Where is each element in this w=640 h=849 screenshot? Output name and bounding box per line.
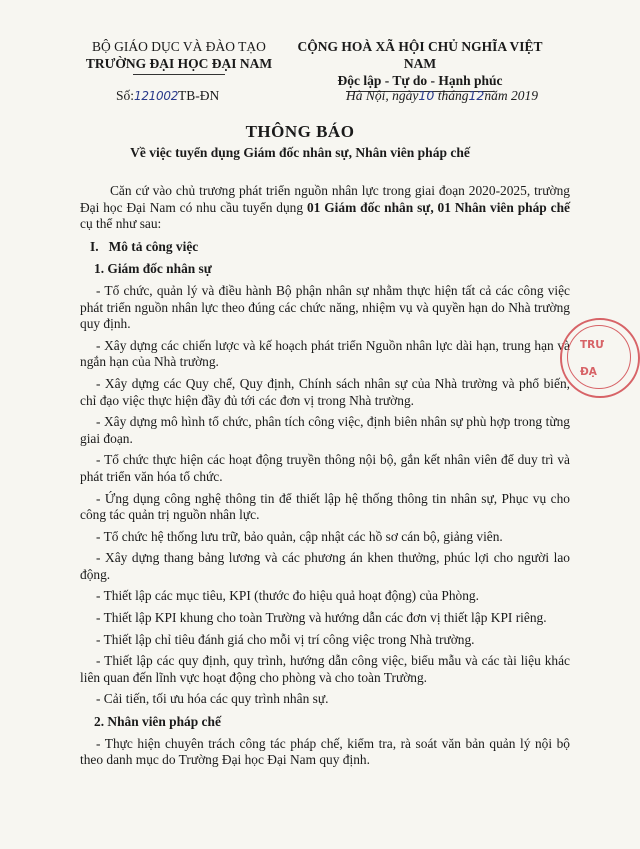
docno-suffix: TB-ĐN [178,88,220,103]
list-item: - Thiết lập các mục tiêu, KPI (thước đo hiệu quả hoạt động) của Phòng. [96,588,479,604]
intro-paragraph [80,183,570,233]
subsection-number: 1. [94,261,105,277]
date-month-label: tháng [437,88,469,103]
issuer-underline [133,74,225,75]
list-item: - Xây dựng các chiến lược và kế hoạch phát triển Nguồn nhân lực dài hạn, trung hạn và ngắn hạn của Nhà trường. [80,337,570,370]
document-subtitle: Về việc tuyển dụng Giám đốc nhân sự, Nhân viên pháp chế [130,145,470,160]
list-item: - Cải tiến, tối ưu hóa các quy trình nhân sự. [96,691,329,707]
stamp-text-1: TRƯ [580,339,605,351]
ministry-name: BỘ GIÁO DỤC VÀ ĐÀO TẠO [92,39,266,54]
list-item: - Thiết lập KPI khung cho toàn Trường và hướng dẫn các đơn vị thiết lập KPI riêng. [96,610,547,626]
issuer-block [84,38,274,75]
list-item: - Thực hiện chuyên trách công tác pháp chế, kiểm tra, rà soát văn bản quản lý nội bộ theo danh mục do Trường Đại học Đại Nam quy định. [80,735,570,768]
national-heading [282,38,558,92]
subsection-heading-1 [94,261,570,278]
subsection-heading-2 [94,714,570,731]
docno-prefix: Số: [116,88,135,103]
list-item: - Xây dựng mô hình tổ chức, phân tích công việc, định biên nhân sự phù hợp trong từng giai đoạn. [80,414,570,446]
red-seal-stamp [560,318,640,398]
document-body [80,183,570,769]
list-item: - Tổ chức, quản lý và điều hành Bộ phận nhân sự nhằm thực hiện tất cả các công việc phát triển nguồn nhân lực theo đúng các chức năng, nhiệm vụ và quyền hạn do Nhà trường quy định. [80,282,570,332]
intro-text: Căn cứ vào chủ trương phát triển nguồn nhân lực trong giai đoạn 2020-2025, trường Đại học Đại Nam có nhu cầu tuyển dụng [80,183,570,215]
section-number: I. [90,238,99,254]
date-place: Hà Nội, ngày [346,88,419,103]
school-name: TRƯỜNG ĐẠI HỌC ĐẠI NAM [85,56,273,71]
date-month: 12 [468,88,485,103]
nation-name: CỘNG HOÀ XÃ HỘI CHỦ NGHĨA VIỆT NAM [297,39,543,71]
list-item: - Thiết lập chỉ tiêu đánh giá cho mỗi vị trí công việc trong Nhà trường. [96,631,475,647]
date-day: 10 [418,88,435,103]
document-title: THÔNG BÁO [245,122,355,141]
list-item: - Thiết lập các quy định, quy trình, hướng dẫn công việc, biểu mẫu và các tài liệu khác liên quan đến lĩnh vực hoạt động cho phòng và cho toàn Trường. [80,653,570,685]
intro-positions: 01 Giám đốc nhân sự, 01 Nhân viên pháp chế [306,199,570,215]
stamp-inner-ring [567,325,631,389]
list-item: - Tổ chức thực hiện các hoạt động truyền thông nội bộ, gắn kết nhân viên để duy trì và phát triển văn hóa tổ chức. [80,452,570,484]
section-title: Mô tả công việc [108,238,199,254]
issue-date [346,88,538,104]
section-heading [90,239,570,256]
list-item: - Tổ chức hệ thống lưu trữ, bảo quản, cập nhật các hồ sơ cán bộ, giảng viên. [96,528,503,544]
subsection-title: Nhân viên pháp chế [107,714,221,730]
stamp-text-2: ĐẠ [580,366,597,378]
list-item: - Xây dựng các Quy chế, Quy định, Chính sách nhân sự của Nhà trường và phổ biến, chỉ đạo việc thực hiện đầy đủ tới các đơn vị trong Nhà trường. [80,375,570,408]
list-item: - Xây dựng thang bảng lương và các phương án khen thưởng, phúc lợi cho người lao động. [80,550,570,582]
national-motto: Độc lập - Tự do - Hạnh phúc [337,73,503,88]
document-number [116,88,219,104]
intro-text-end: cụ thể như sau: [80,216,162,232]
list-item: - Ứng dụng công nghệ thông tin để thiết lập hệ thống thông tin nhân sự, Phục vụ cho công tác quản trị nguồn nhân lực. [80,490,570,523]
docno-handwritten: 121002 [134,89,179,103]
subsection-number: 2. [94,714,105,730]
date-year: năm 2019 [484,88,538,103]
subsection-title: Giám đốc nhân sự [107,261,212,277]
